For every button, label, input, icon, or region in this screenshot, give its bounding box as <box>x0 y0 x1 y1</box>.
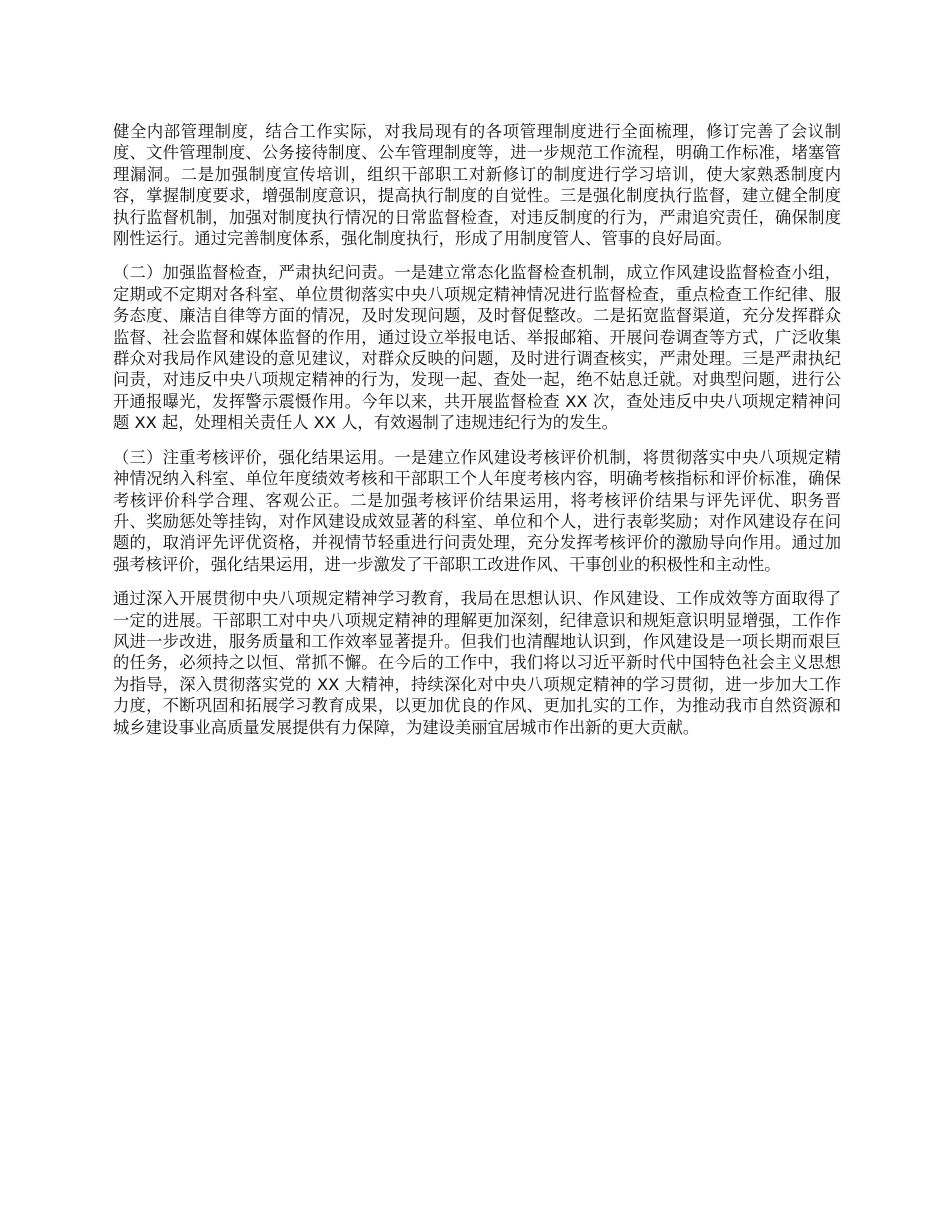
paragraph-assessment-evaluation: （三）注重考核评价，强化结果运用。一是建立作风建设考核评价机制，将贯彻落实中央八项规定精神情况纳入科室、单位年度绩效考核和干部职工个人年度考核内容，明确考核指标和评价标准，确保考核评价科学合理、客观公正。二是加强考核评价结果运用，将考核评价结果与评先评优、职务晋升、奖励惩处等挂钩，对作风建设成效显著的科室、单位和个人，进行表彰奖励；对作风建设存在问题的，取消评先评优资格，并视情节轻重进行问责处理，充分发挥考核评价的激励导向作用。通过加强考核评价，强化结果运用，进一步激发了干部职工改进作风、干事创业的积极性和主动性。 <box>113 447 841 574</box>
document-page <box>113 121 841 751</box>
paragraph-institution-building: 健全内部管理制度，结合工作实际，对我局现有的各项管理制度进行全面梳理，修订完善了会议制度、文件管理制度、公务接待制度、公车管理制度等，进一步规范工作流程，明确工作标准，堵塞管理漏洞。二是加强制度宣传培训，组织干部职工对新修订的制度进行学习培训，使大家熟悉制度内容，掌握制度要求，增强制度意识，提高执行制度的自觉性。三是强化制度执行监督，建立健全制度执行监督机制，加强对制度执行情况的日常监督检查，对违反制度的行为，严肃追究责任，确保制度刚性运行。通过完善制度体系，强化制度执行，形成了用制度管人、管事的良好局面。 <box>113 122 841 249</box>
paragraph-supervision-inspection: （二）加强监督检查，严肃执纪问责。一是建立常态化监督检查机制，成立作风建设监督检查小组，定期或不定期对各科室、单位贯彻落实中央八项规定精神情况进行监督检查，重点检查工作纪律、服务态度、廉洁自律等方面的情况，及时发现问题，及时督促整改。二是拓宽监督渠道，充分发挥群众监督、社会监督和媒体监督的作用，通过设立举报电话、举报邮箱、开展问卷调查等方式，广泛收集群众对我局作风建设的意见建议，对群众反映的问题，及时进行调查核实，严肃处理。三是严肃执纪问责，对违反中央八项规定精神的行为，发现一起、查处一起，绝不姑息迁就。对典型问题，进行公开通报曝光，发挥警示震慑作用。今年以来，共开展监督检查 XX 次，查处违反中央八项规定精神问题 XX 起，处理相关责任人 XX 人，有效遏制了违规违纪行为的发生。 <box>113 263 841 433</box>
paragraph-conclusion: 通过深入开展贯彻中央八项规定精神学习教育，我局在思想认识、作风建设、工作成效等方面取得了一定的进展。干部职工对中央八项规定精神的理解更加深刻，纪律意识和规矩意识明显增强，工作作风进一步改进，服务质量和工作效率显著提升。但我们也清醒地认识到，作风建设是一项长期而艰巨的任务，必须持之以恒、常抓不懈。在今后的工作中，我们将以习近平新时代中国特色社会主义思想为指导，深入贯彻落实党的 XX 大精神，持续深化对中央八项规定精神的学习贯彻，进一步加大工作力度，不断巩固和拓展学习教育成果，以更加优良的作风、更加扎实的工作，为推动我市自然资源和城乡建设事业高质量发展提供有力保障，为建设美丽宜居城市作出新的更大贡献。 <box>113 589 841 737</box>
